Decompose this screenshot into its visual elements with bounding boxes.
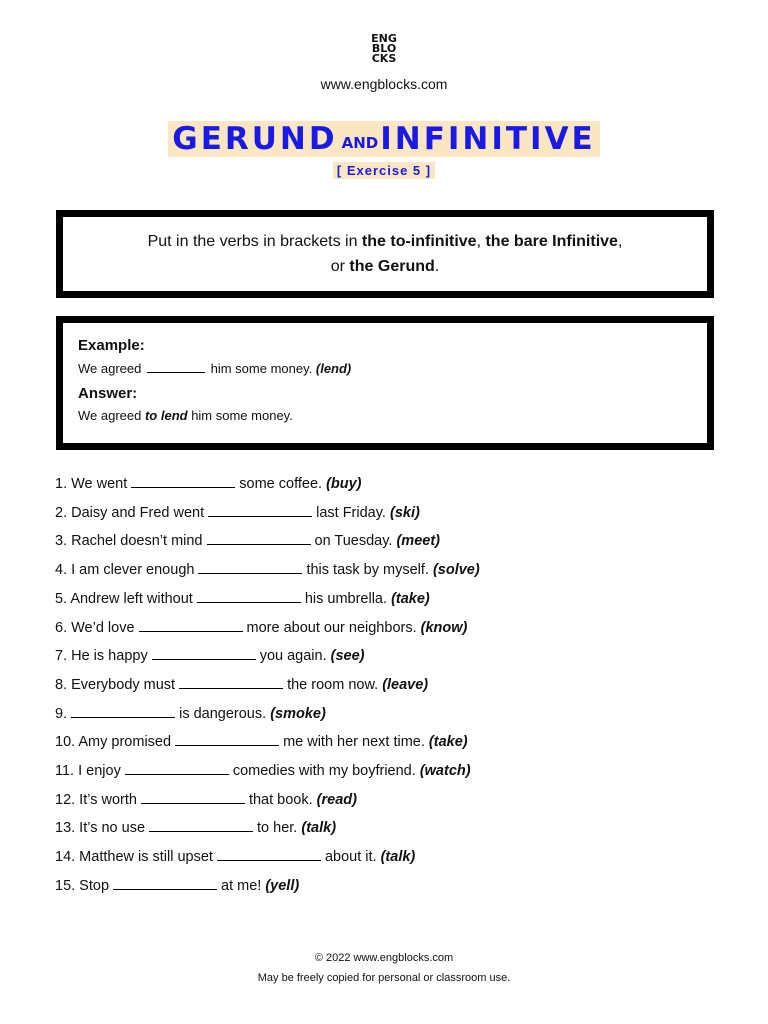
question-item [55, 559, 480, 580]
question-text-after: comedies with my boyfriend. [232, 763, 416, 779]
question-text-after: is dangerous. [179, 705, 267, 722]
site-url: www.engblocks.com [320, 76, 448, 92]
answer-blank[interactable] [152, 645, 256, 660]
logo-line-3: CKS [371, 52, 397, 65]
answer-blank[interactable] [197, 588, 301, 603]
question-text-after: about it. [324, 849, 377, 866]
instr-text-1: Put in the verbs in brackets in [147, 233, 362, 250]
question-text-before: 10. Amy promised [55, 734, 172, 751]
question-text-before: 11. I enjoy [55, 763, 121, 779]
question-item [55, 703, 326, 724]
question-text-before: 7. He is happy [55, 648, 148, 665]
title-gerund: GERUND [172, 121, 338, 157]
answer-label: Answer: [78, 385, 138, 402]
footer-copyright: © 2022 www.engblocks.com [314, 952, 454, 964]
example-after: him some money. [210, 361, 313, 376]
verb-hint: (solve) [432, 562, 480, 579]
question-text-before: 3. Rachel doesn’t mind [55, 533, 203, 550]
answer-blank[interactable] [217, 846, 321, 861]
question-text-after: you again. [259, 648, 327, 665]
question-text-before: 15. Stop [55, 877, 110, 894]
logo-line-2: BLO [371, 42, 397, 55]
answer-blank[interactable] [175, 731, 279, 746]
question-text-before: 8. Everybody must [55, 676, 176, 693]
instr-text-3: , [617, 233, 623, 250]
question-item [55, 789, 357, 810]
example-label: Example: [78, 337, 145, 354]
question-item [55, 588, 430, 609]
instr-bold-3: the Gerund [349, 258, 435, 275]
verb-hint: (buy) [326, 476, 362, 492]
question-text-after: last Friday. [316, 504, 386, 521]
question-text-before: 13. It’s no use [55, 820, 146, 837]
question-text-after: on Tuesday. [314, 533, 393, 550]
question-text-before: 14. Matthew is still upset [55, 849, 213, 866]
question-text-before: 12. It’s worth [55, 791, 137, 808]
question-text-after: his umbrella. [304, 590, 388, 607]
title-wrap [0, 121, 768, 157]
question-text-before: 2. Daisy and Fred went [55, 504, 205, 521]
engblocks-logo [371, 34, 397, 64]
logo [0, 34, 768, 64]
question-item [55, 846, 415, 867]
answer-blank[interactable] [208, 502, 312, 517]
subtitle-wrap [0, 162, 768, 179]
question-text-before: 5. Andrew left without [55, 590, 193, 607]
verb-hint: (watch) [419, 763, 471, 779]
verb-hint: (see) [330, 648, 365, 665]
instr-bold-1: the to-infinitive [361, 233, 477, 250]
instructions-box [56, 210, 714, 298]
instr-text-5: . [434, 258, 440, 275]
answer-blank[interactable] [71, 703, 175, 718]
question-text-before: 4. I am clever enough [55, 562, 195, 579]
answer-blank[interactable] [141, 789, 245, 804]
instructions-text [148, 229, 623, 279]
question-item [55, 817, 336, 838]
verb-hint: (read) [316, 791, 357, 808]
verb-hint: (smoke) [270, 705, 326, 722]
question-item [55, 760, 471, 781]
answer-emph: to lend [144, 408, 188, 423]
instr-bold-2: the bare Infinitive [485, 233, 618, 250]
question-text-after: some coffee. [239, 476, 323, 492]
title-and: AND [341, 134, 379, 152]
question-item [55, 617, 467, 638]
verb-hint: (meet) [396, 533, 440, 550]
question-item [55, 502, 420, 523]
verb-hint: (leave) [382, 676, 429, 693]
answer-blank[interactable] [149, 817, 253, 832]
example-box [56, 316, 714, 450]
answer-blank[interactable] [198, 559, 302, 574]
verb-hint: (take) [428, 734, 468, 751]
example-sentence [78, 360, 707, 377]
answer-before: We agreed [78, 408, 145, 423]
verb-hint: (talk) [380, 849, 416, 866]
question-text-after: me with her next time. [283, 734, 425, 751]
example-hint: (lend) [315, 361, 352, 376]
page-title [168, 121, 599, 157]
verb-hint: (ski) [389, 504, 420, 521]
answer-sentence [78, 408, 707, 424]
title-infinitive: INFINITIVE [380, 121, 596, 157]
answer-blank[interactable] [131, 473, 235, 488]
question-text-after: at me! [221, 877, 262, 894]
question-text-after: this task by myself. [306, 562, 429, 579]
question-text-before: 1. We went [55, 476, 128, 492]
example-blank [147, 360, 205, 373]
verb-hint: (know) [420, 619, 468, 636]
question-item [55, 731, 468, 752]
question-text-after: more about our neighbors. [246, 619, 417, 636]
verb-hint: (take) [391, 590, 430, 607]
question-item [55, 674, 428, 695]
answer-blank[interactable] [179, 674, 283, 689]
logo-line-1: ENG [371, 32, 397, 45]
question-text-after: the room now. [287, 676, 379, 693]
question-text-after: to her. [257, 820, 298, 837]
instr-text-2: , [476, 233, 486, 250]
question-item [55, 473, 362, 494]
question-text-after: that book. [248, 791, 313, 808]
verb-hint: (talk) [301, 820, 337, 837]
question-item [55, 875, 299, 896]
instr-text-4: or [330, 258, 350, 275]
answer-after: him some money. [187, 408, 293, 423]
verb-hint: (yell) [265, 877, 300, 894]
question-text-before: 6. We’d love [55, 619, 135, 636]
question-item [55, 645, 365, 666]
answer-blank[interactable] [207, 530, 311, 545]
question-item [55, 530, 440, 551]
answer-blank[interactable] [125, 760, 229, 775]
answer-blank[interactable] [113, 875, 217, 890]
example-before: We agreed [78, 361, 142, 376]
answer-blank[interactable] [139, 617, 243, 632]
question-text-before: 9. [55, 705, 68, 722]
footer-license: May be freely copied for personal or classroom use. [257, 972, 511, 984]
exercise-subtitle: [ Exercise 5 ] [333, 162, 435, 179]
